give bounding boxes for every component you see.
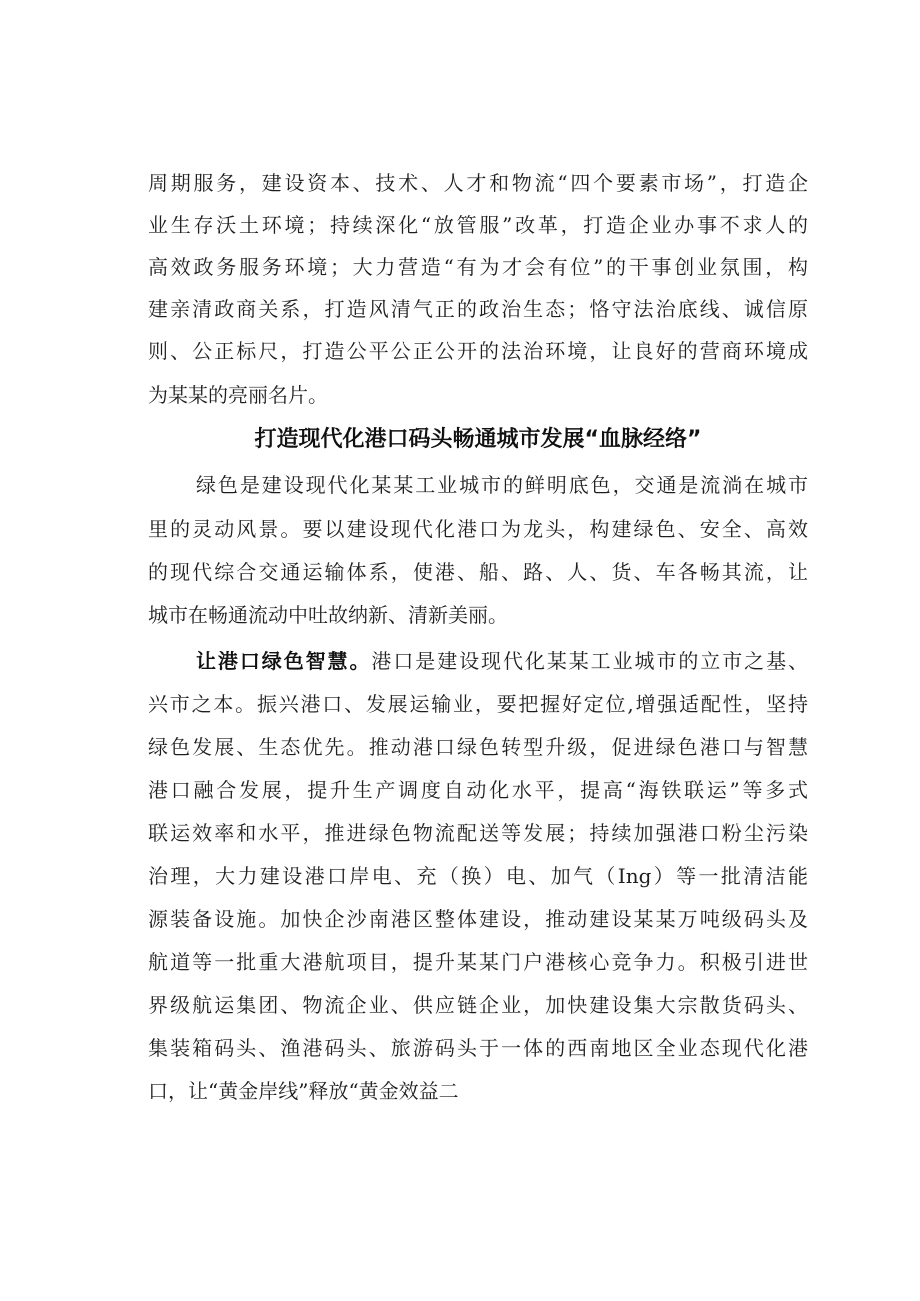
port-line-7: 源装备设施。加快企沙南港区整体建设，推动建设某某万吨级码头及: [148, 907, 808, 931]
intro-line-1: 周期服务，建设资本、技术、人才和物流“四个要素市场”，打造企: [148, 171, 808, 195]
port-line-11: 口，让“黄金岸线”释放“黄金效益二: [148, 1079, 459, 1103]
port-line-9: 界级航运集团、物流企业、供应链企业，加快建设集大宗散货码头、: [148, 993, 808, 1017]
port-paragraph-first-line-text: 港口是建设现代化某某工业城市的立市之基、: [371, 649, 809, 673]
intro-line-4: 建亲清政商关系，打造风清气正的政治生态；恪守法治底线、诚信原: [148, 297, 808, 321]
section-intro-line-2: 里的灵动风景。要以建设现代化港口为龙头，构建绿色、安全、高效: [148, 517, 808, 541]
section-intro-line-1: 绿色是建设现代化某某工业城市的鲜明底色，交通是流淌在城市: [196, 473, 808, 497]
port-line-5: 联运效率和水平，推进绿色物流配送等发展；持续加强港口粉尘污染: [148, 821, 808, 845]
port-line-2: 兴市之本。振兴港口、发展运输业，要把握好定位,增强适配性，坚持: [148, 692, 808, 716]
port-line-3: 绿色发展、生态优先。推动港口绿色转型升级，促进绿色港口与智慧: [148, 735, 808, 759]
section-heading: 打造现代化港口码头畅通城市发展“血脉经络”: [254, 427, 702, 452]
intro-line-3: 高效政务服务环境；大力营造“有为才会有位”的干事创业氛围，构: [148, 255, 808, 279]
port-line-4: 港口融合发展，提升生产调度自动化水平，提高“海铁联运”等多式: [148, 778, 808, 802]
port-paragraph-first-line: [196, 646, 808, 676]
section-intro-line-3: 的现代综合交通运输体系，使港、船、路、人、货、车各畅其流，让: [148, 560, 808, 584]
port-line-8: 航道等一批重大港航项目，提升某某门户港核心竞争力。积极引进世: [148, 950, 808, 974]
intro-line-5: 则、公正标尺，打造公平公正公开的法治环境，让良好的营商环境成: [148, 339, 808, 363]
intro-line-2: 业生存沃土环境；持续深化“放管服”改革，打造企业办事不求人的: [148, 213, 808, 237]
port-line-10: 集装箱码头、渔港码头、旅游码头于一体的西南地区全业态现代化港: [148, 1036, 808, 1060]
section-intro-line-4: 城市在畅通流动中吐故纳新、清新美丽。: [148, 603, 508, 627]
intro-line-6: 为某某的亮丽名片。: [148, 383, 328, 407]
port-paragraph-lead: 让港口绿色智慧。: [196, 649, 372, 673]
port-line-6: 治理，大力建设港口岸电、充（换）电、加气（Ing）等一批清洁能: [148, 864, 808, 888]
